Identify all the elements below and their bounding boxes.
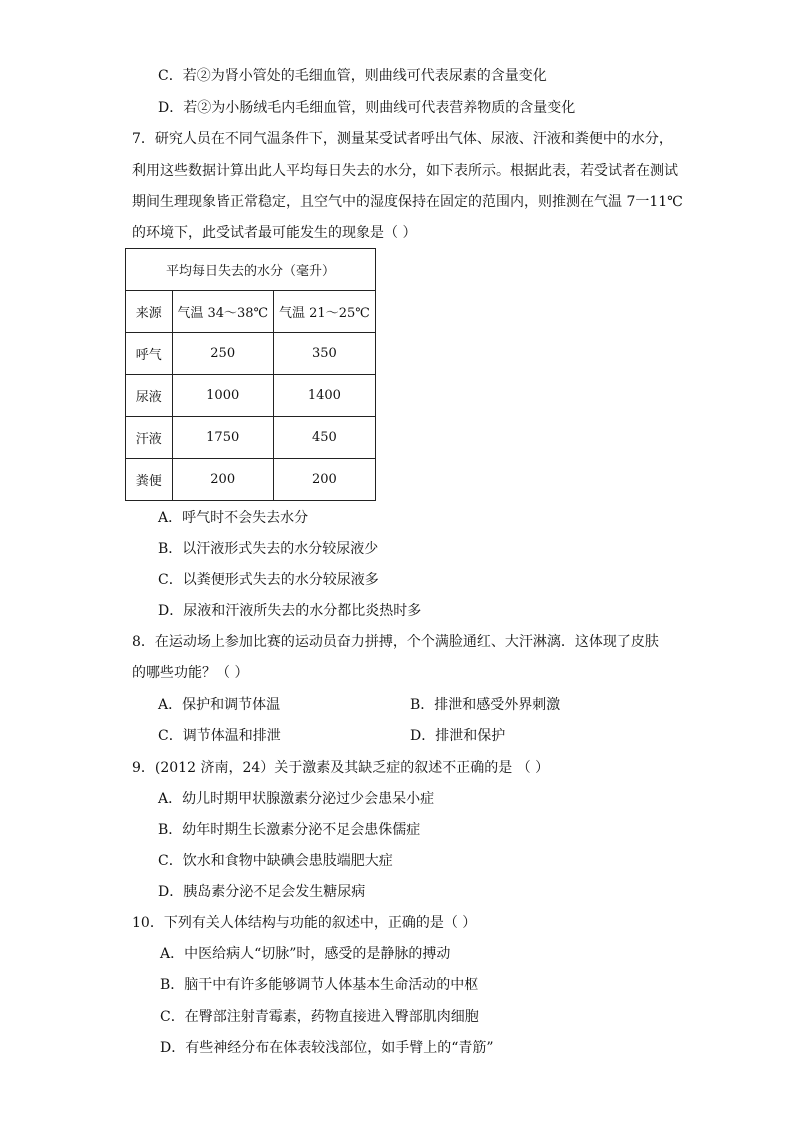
table-header-row: [126, 291, 376, 333]
table-row: [126, 417, 376, 459]
q10-stem: 10．下列有关人体结构与功能的叙述中，正确的是（ ）: [132, 915, 477, 931]
table-title-row: [126, 249, 376, 291]
table-row: [126, 333, 376, 375]
q10-option-d: D．有些神经分布在体表较浅部位，如手臂上的“青筋”: [160, 1040, 494, 1056]
q10-option-b: B．脑干中有许多能够调节人体基本生命活动的中枢: [160, 977, 479, 993]
table-cell: 250: [172, 333, 273, 375]
q7-stem-line-2: 利用这些数据计算出此人平均每日失去的水分，如下表所示。根据此表，若受试者在测试: [132, 163, 678, 179]
q7-stem-line-1: 7．研究人员在不同气温条件下，测量某受试者呼出气体、尿液、汗液和粪便中的水分，: [132, 131, 673, 147]
q7-stem-line-3: 期间生理现象皆正常稳定，且空气中的湿度保持在固定的范围内，则推测在气温 7一11℃: [132, 194, 683, 210]
water-loss-table: [125, 248, 376, 501]
table-cell: 粪便: [126, 459, 173, 501]
q8-option-b: B．排泄和感受外界刺激: [410, 697, 561, 713]
q9-stem: 9．(2012 济南，24）关于激素及其缺乏症的叙述不正确的是 （ ）: [132, 760, 550, 776]
table-row: [126, 459, 376, 501]
table-cell: 200: [273, 459, 375, 501]
table-cell: 呼气: [126, 333, 173, 375]
table-cell: 1750: [172, 417, 273, 459]
q7-option-b: B．以汗液形式失去的水分较尿液少: [158, 541, 379, 557]
q8-stem-line-2: 的哪些功能？（ ）: [132, 665, 249, 681]
q8-option-a: A．保护和调节体温: [158, 697, 281, 713]
table-cell: 1000: [172, 375, 273, 417]
q8-option-c: C．调节体温和排泄: [158, 728, 281, 744]
table-row: [126, 375, 376, 417]
q8-option-d: D．排泄和保护: [410, 728, 506, 744]
table-cell: 汗液: [126, 417, 173, 459]
q10-option-a: A．中医给病人“切脉”时，感受的是静脉的搏动: [160, 946, 451, 962]
header-source: 来源: [126, 291, 173, 333]
q10-option-c: C．在臀部注射青霉素，药物直接进入臀部肌肉细胞: [160, 1009, 479, 1025]
q9-option-c: C．饮水和食物中缺碘会患肢端肥大症: [158, 853, 393, 869]
table-cell: 350: [273, 333, 375, 375]
q6-option-d: D．若②为小肠绒毛内毛细血管，则曲线可代表营养物质的含量变化: [158, 100, 576, 116]
table-cell: 尿液: [126, 375, 173, 417]
q9-option-d: D．胰岛素分泌不足会发生糖尿病: [158, 884, 366, 900]
q7-stem-line-4: 的环境下，此受试者最可能发生的现象是（ ）: [132, 225, 417, 241]
q7-option-a: A．呼气时不会失去水分: [158, 510, 309, 526]
table-cell: 200: [172, 459, 273, 501]
table-cell: 450: [273, 417, 375, 459]
table-cell: 1400: [273, 375, 375, 417]
header-temp-mild: 气温 21～25℃: [273, 291, 375, 333]
q9-option-a: A．幼儿时期甲状腺激素分泌过少会患呆小症: [158, 791, 435, 807]
q8-stem-line-1: 8．在运动场上参加比赛的运动员奋力拼搏，个个满脸通红、大汗淋漓．这体现了皮肤: [132, 634, 659, 650]
table-title: 平均每日失去的水分（毫升）: [126, 249, 376, 291]
q6-option-c: C．若②为肾小管处的毛细血管，则曲线可代表尿素的含量变化: [158, 68, 547, 84]
q7-option-c: C．以粪便形式失去的水分较尿液多: [158, 572, 379, 588]
header-temp-hot: 气温 34～38℃: [172, 291, 273, 333]
q9-option-b: B．幼年时期生长激素分泌不足会患侏儒症: [158, 822, 421, 838]
q7-option-d: D．尿液和汗液所失去的水分都比炎热时多: [158, 603, 422, 619]
